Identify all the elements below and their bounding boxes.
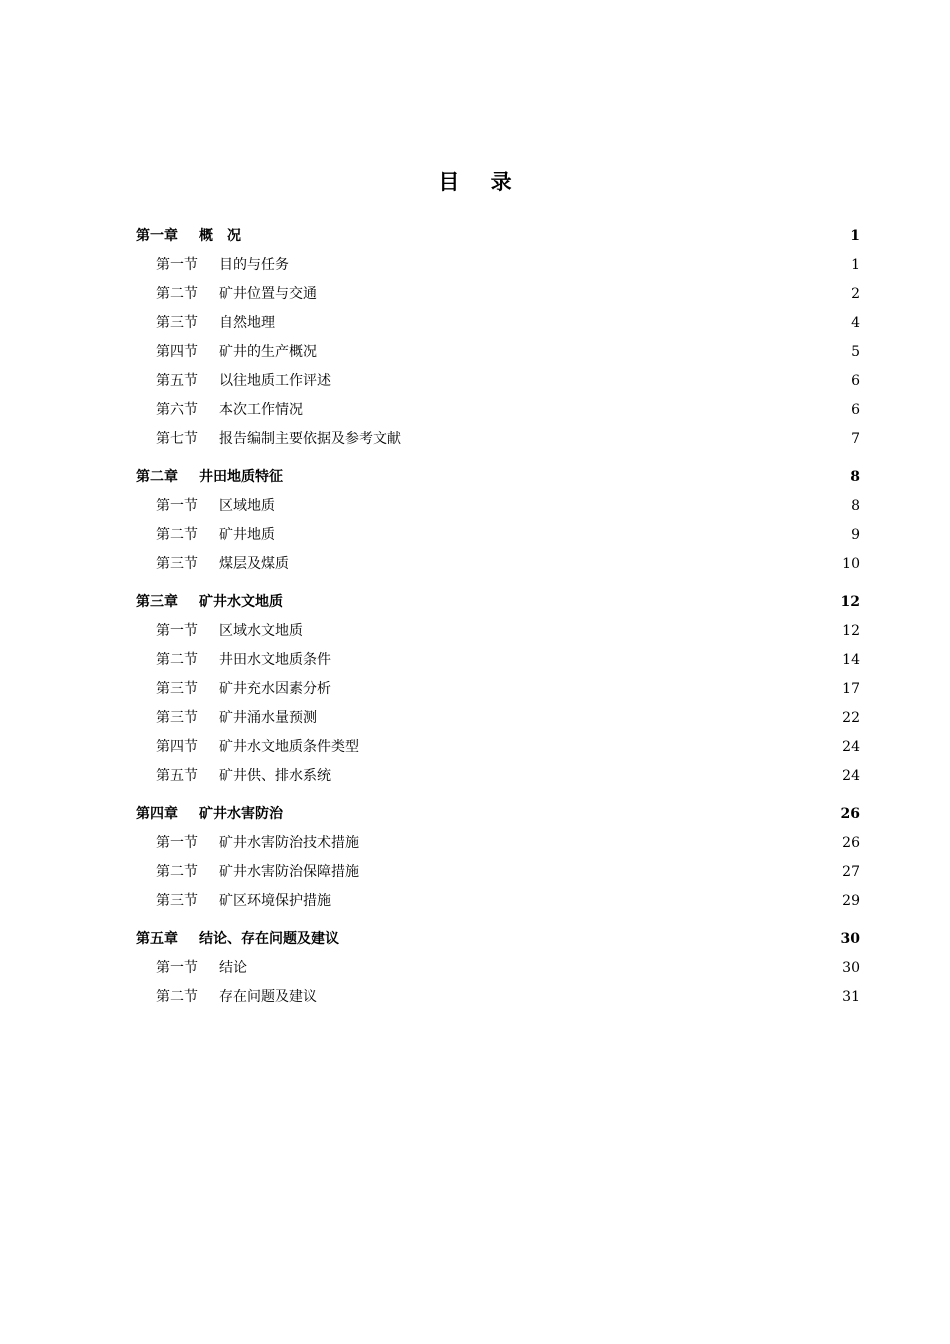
entry-number: 第一章: [136, 228, 178, 244]
entry-number: 第三节: [156, 893, 198, 909]
dot-leader: [340, 929, 840, 939]
entry-page: 29: [842, 893, 860, 909]
entry-page: 27: [842, 864, 860, 880]
entry-page: 31: [842, 989, 860, 1005]
entry-title: 结论、存在问题及建议: [199, 931, 339, 947]
toc-entry-chapter[interactable]: [136, 222, 860, 251]
dot-leader: [402, 429, 850, 439]
toc-title: 目 录: [438, 169, 524, 194]
entry-page: 14: [842, 652, 860, 668]
dot-leader: [242, 226, 849, 236]
entry-title: 矿井位置与交通: [219, 286, 317, 302]
entry-page: 17: [842, 681, 860, 697]
entry-number: 第三节: [156, 315, 198, 331]
toc-entry-chapter[interactable]: [136, 588, 860, 617]
toc-entry-section[interactable]: [136, 954, 860, 983]
entry-page: 6: [851, 402, 860, 418]
entry-number: 第二节: [156, 527, 198, 543]
toc-entry-section[interactable]: [136, 675, 860, 704]
entry-title: 井田地质特征: [199, 469, 283, 485]
entry-number: 第二节: [156, 989, 198, 1005]
toc-entry-chapter[interactable]: [136, 463, 860, 492]
entry-page: 26: [842, 835, 860, 851]
toc-entry-section[interactable]: [136, 733, 860, 762]
entry-number: 第三节: [156, 681, 198, 697]
dot-leader: [284, 804, 840, 814]
table-of-contents: [136, 222, 860, 1012]
entry-page: 12: [840, 594, 860, 610]
dot-leader: [360, 833, 841, 843]
entry-number: 第三章: [136, 594, 178, 610]
toc-entry-section[interactable]: [136, 858, 860, 887]
entry-number: 第三节: [156, 710, 198, 726]
dot-leader: [360, 862, 841, 872]
toc-entry-section[interactable]: [136, 492, 860, 521]
toc-entry-section[interactable]: [136, 550, 860, 579]
entry-number: 第一节: [156, 960, 198, 976]
entry-number: 第四章: [136, 806, 178, 822]
dot-leader: [332, 679, 841, 689]
entry-number: 第一节: [156, 835, 198, 851]
entry-page: 30: [840, 931, 860, 947]
entry-page: 30: [842, 960, 860, 976]
entry-page: 1: [850, 228, 860, 244]
entry-page: 5: [851, 344, 860, 360]
entry-title: 矿井涌水量预测: [219, 710, 317, 726]
entry-title: 区域地质: [219, 498, 275, 514]
entry-title: 自然地理: [219, 315, 275, 331]
toc-entry-chapter[interactable]: [136, 925, 860, 954]
toc-entry-section[interactable]: [136, 251, 860, 280]
entry-title: 结论: [219, 960, 247, 976]
entry-page: 8: [851, 498, 860, 514]
entry-title: 矿井的生产概况: [219, 344, 317, 360]
entry-title: 矿井水害防治技术措施: [219, 835, 359, 851]
entry-page: 1: [851, 257, 860, 273]
dot-leader: [318, 284, 850, 294]
entry-page: 6: [851, 373, 860, 389]
entry-number: 第一节: [156, 257, 198, 273]
toc-entry-section[interactable]: [136, 762, 860, 791]
toc-entry-section[interactable]: [136, 338, 860, 367]
entry-number: 第二节: [156, 652, 198, 668]
entry-page: 10: [842, 556, 860, 572]
entry-number: 第一节: [156, 498, 198, 514]
dot-leader: [290, 255, 850, 265]
entry-page: 24: [842, 739, 860, 755]
entry-title: 存在问题及建议: [219, 989, 317, 1005]
entry-page: 4: [851, 315, 860, 331]
dot-leader: [248, 958, 841, 968]
entry-page: 9: [851, 527, 860, 543]
entry-title: 矿井水害防治: [199, 806, 283, 822]
toc-entry-section[interactable]: [136, 829, 860, 858]
entry-number: 第四节: [156, 344, 198, 360]
entry-page: 2: [851, 286, 860, 302]
entry-title: 井田水文地质条件: [219, 652, 331, 668]
dot-leader: [318, 342, 850, 352]
entry-title: 矿区环境保护措施: [219, 893, 331, 909]
dot-leader: [318, 708, 841, 718]
entry-title: 本次工作情况: [219, 402, 303, 418]
entry-title: 矿井水害防治保障措施: [219, 864, 359, 880]
toc-entry-section[interactable]: [136, 983, 860, 1012]
entry-title: 矿井供、排水系统: [219, 768, 331, 784]
entry-title: 报告编制主要依据及参考文献: [219, 431, 401, 447]
entry-page: 12: [842, 623, 860, 639]
dot-leader: [276, 525, 850, 535]
dot-leader: [304, 400, 850, 410]
entry-number: 第六节: [156, 402, 198, 418]
entry-title: 区域水文地质: [219, 623, 303, 639]
toc-entry-section[interactable]: [136, 425, 860, 454]
entry-title: 概 况: [199, 228, 241, 244]
dot-leader: [332, 650, 841, 660]
entry-page: 7: [851, 431, 860, 447]
entry-title: 矿井水文地质: [199, 594, 283, 610]
dot-leader: [360, 737, 841, 747]
entry-number: 第五节: [156, 373, 198, 389]
dot-leader: [304, 621, 841, 631]
dot-leader: [276, 313, 850, 323]
entry-page: 22: [842, 710, 860, 726]
entry-number: 第二节: [156, 864, 198, 880]
toc-entry-section[interactable]: [136, 704, 860, 733]
entry-title: 目的与任务: [219, 257, 289, 273]
dot-leader: [332, 766, 841, 776]
dot-leader: [332, 891, 841, 901]
entry-number: 第七节: [156, 431, 198, 447]
entry-number: 第五章: [136, 931, 178, 947]
dot-leader: [276, 496, 850, 506]
dot-leader: [284, 467, 849, 477]
toc-entry-section[interactable]: [136, 367, 860, 396]
toc-entry-section[interactable]: [136, 396, 860, 425]
entry-title: 矿井水文地质条件类型: [219, 739, 359, 755]
entry-number: 第三节: [156, 556, 198, 572]
entry-number: 第四节: [156, 739, 198, 755]
entry-title: 以往地质工作评述: [219, 373, 331, 389]
entry-page: 8: [850, 469, 860, 485]
toc-entry-chapter[interactable]: [136, 800, 860, 829]
toc-entry-section[interactable]: [136, 309, 860, 338]
toc-entry-section[interactable]: [136, 646, 860, 675]
dot-leader: [284, 592, 840, 602]
entry-title: 煤层及煤质: [219, 556, 289, 572]
entry-number: 第一节: [156, 623, 198, 639]
toc-entry-section[interactable]: [136, 280, 860, 309]
entry-number: 第二章: [136, 469, 178, 485]
toc-entry-section[interactable]: [136, 887, 860, 916]
toc-entry-section[interactable]: [136, 617, 860, 646]
dot-leader: [318, 987, 841, 997]
entry-page: 26: [840, 806, 860, 822]
entry-title: 矿井充水因素分析: [219, 681, 331, 697]
entry-number: 第二节: [156, 286, 198, 302]
dot-leader: [290, 554, 841, 564]
entry-number: 第五节: [156, 768, 198, 784]
dot-leader: [332, 371, 850, 381]
entry-title: 矿井地质: [219, 527, 275, 543]
entry-page: 24: [842, 768, 860, 784]
toc-entry-section[interactable]: [136, 521, 860, 550]
